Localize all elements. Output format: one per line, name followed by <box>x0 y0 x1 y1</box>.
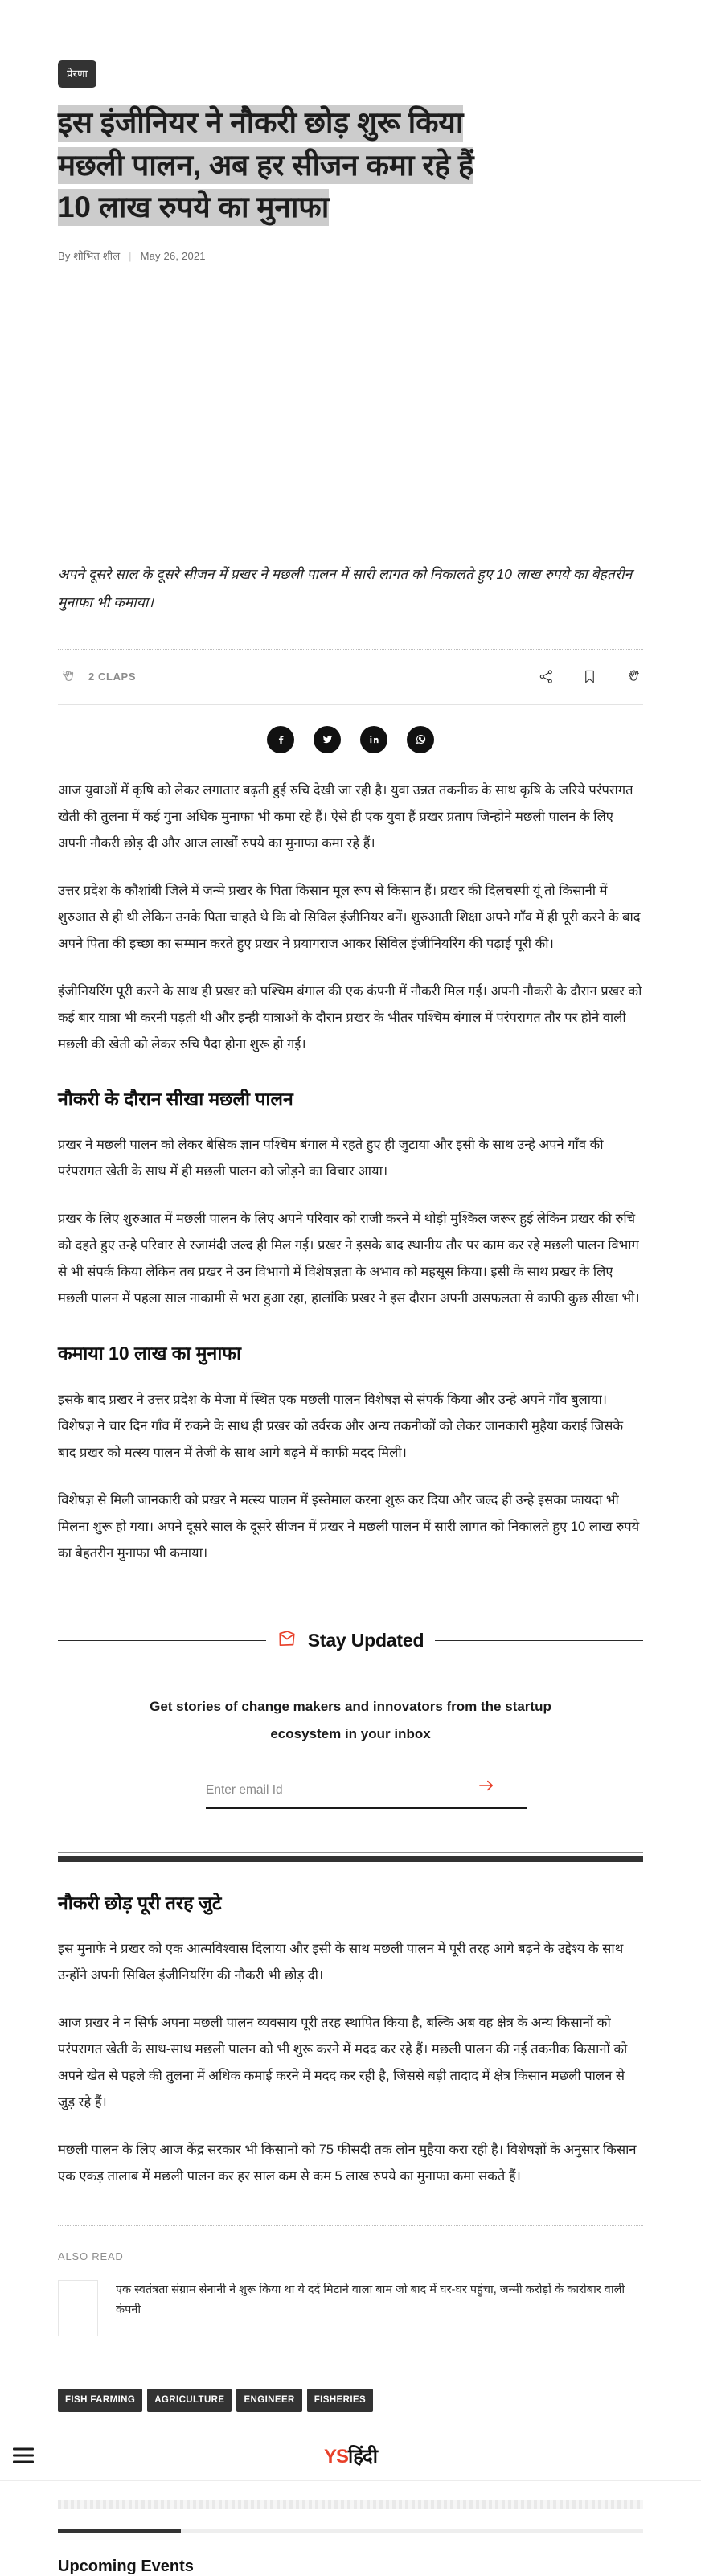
twitter-icon[interactable] <box>314 726 341 753</box>
section-heading-2: कमाया 10 लाख का मुनाफा <box>58 1343 241 1364</box>
newsletter-rule-right <box>435 1640 643 1641</box>
author-name[interactable]: शोभित शील <box>73 249 121 262</box>
tag-chip[interactable]: FISH FARMING <box>58 2389 142 2412</box>
claps-count: 2 CLAPS <box>88 671 137 683</box>
byline <box>58 248 643 263</box>
site-logo[interactable] <box>324 2443 377 2469</box>
newsletter-submit-button[interactable] <box>478 1778 495 1796</box>
clap-icon <box>58 667 79 687</box>
also-read-thumbnail <box>58 2280 98 2336</box>
engagement-bar <box>58 650 643 704</box>
paragraph: आज प्रखर ने न सिर्फ अपना मछली पालन व्यवसाय पूरी तरह स्थापित किया है, बल्कि अब वह क्षेत्र के अन्य किसानों को परंपरागत खेती के साथ-साथ मछली पालन को भी शुरू करने में मदद कर रहे हैं। मछली पालन की नई तकनीक किसानों को अपने खेत से पहले की तुलना में अधिक कमाई करने में मदद कर रही है, जिससे बड़ी तादाद में क्षेत्र किसान मछली पालन से जुड़ रहे हैं। <box>58 2016 628 2110</box>
brand-mark: YS <box>324 2445 349 2467</box>
section-heading-1: नौकरी के दौरान सीखा मछली पालन <box>58 1088 293 1110</box>
events-skeleton-strip <box>58 2500 643 2509</box>
hamburger-line <box>13 2461 34 2463</box>
action-icons <box>535 667 643 687</box>
newsletter-section <box>58 1588 643 1862</box>
newsletter-header <box>58 1630 643 1651</box>
envelope-icon <box>277 1630 297 1651</box>
article-body-continued <box>58 1862 643 2191</box>
hero-ad-slot <box>0 263 701 560</box>
paragraph: इंजीनियरिंग पूरी करने के साथ ही प्रखर को पश्चिम बंगाल की एक कंपनी में नौकरी मिल गई। अपनी नौकरी के दौरान प्रखर को कई बार यात्रा भी करनी पड़ती थी और इन्ही यात्राओं के दौरान प्रखर के भीतर पश्चिम बंगाल में परंपरागत तौर पर होने वाली मछली की खेती को लेकर रुचि पैदा होना शुरू हो गई। <box>58 983 642 1052</box>
also-read-section <box>58 2211 643 2430</box>
paragraph: इसके बाद प्रखर ने उत्तर प्रदेश के मेजा में स्थित एक मछली पालन विशेषज्ञ से संपर्क किया और उन्हे अपने गाँव बुलाया। विशेषज्ञ ने चार दिन गाँव में रुकने के साथ ही प्रखर को उर्वरक और अन्य तकनीकों को लेकर जानकारी मुहैया कराई जिसके बाद प्रखर को मत्स्य पालन में तेजी के साथ आगे बढ़ने में काफी मदद मिली। <box>58 1392 624 1460</box>
top-spacer <box>0 0 701 60</box>
applaud-icon[interactable] <box>622 667 643 687</box>
section-thick-divider <box>58 1856 643 1862</box>
paragraph: प्रखर के लिए शुरुआत में मछली पालन के लिए अपने परिवार को राजी करने में थोड़ी मुश्किल जरूर हुई लेकिन प्रखर की रुचि को दहते हुए उन्हे परिवार से रजामंदी जल्द ही मिल गई। प्रखर ने इसके बाद स्थानीय तौर पर काम कर रहे मछली पालन विभाग से भी संपर्क किया लेकिन तब प्रखर ने उन विभागों में विशेषज्ञता के अभाव को महसूस किया। इसी के साथ प्रखर के लिए मछली पालन में पहला साल नाकामी से भरा हुआ रहा, हालांकि प्रखर ने इस दौरान अपनी असफलता से काफी कुछ सीखा भी। <box>58 1212 640 1306</box>
whatsapp-icon[interactable] <box>407 726 434 753</box>
paragraph: उत्तर प्रदेश के कौशांबी जिले में जन्मे प्रखर के पिता किसान मूल रूप से किसान हैं। प्रखर की दिलचस्पी यूं तो किसानी में शुरुआत से ही थी लेकिन उनके पिता चाहते थे कि वो सिविल इंजीनियर बनें। शुरुआती शिक्षा अपने गाँव में ही पूरी करने के बाद अपने पिता की इच्छा का सम्मान करते हुए प्रखर ने प्रयागराज आकर सिविल इंजीनियरिंग की पढ़ाई पूरी की। <box>58 883 641 951</box>
headline-line-2: मछली पालन, अब हर सीजन कमा रहे हैं <box>58 147 473 184</box>
newsletter-form <box>206 1780 495 1809</box>
brand-name: हिंदी <box>348 2445 377 2467</box>
category-tag-wrap <box>58 60 643 88</box>
events-scroll-thumb[interactable] <box>58 2529 181 2533</box>
upcoming-events-section <box>58 2481 643 2576</box>
hamburger-menu-icon[interactable] <box>13 2444 34 2467</box>
headline-line-1: इस इंजीनियर ने नौकरी छोड़ शुरू किया <box>58 105 463 142</box>
publish-date: May 26, 2021 <box>140 249 206 262</box>
newsletter-bottom-rule <box>58 1852 643 1853</box>
events-scroll-progress[interactable] <box>58 2529 643 2533</box>
hamburger-line <box>13 2455 34 2457</box>
byline-separator: | <box>129 249 132 262</box>
events-section-title: Upcoming Events <box>58 2558 194 2576</box>
tag-list <box>58 2361 643 2430</box>
hamburger-line <box>13 2448 34 2451</box>
article-excerpt-wrap <box>58 560 643 777</box>
tag-chip[interactable]: FISHERIES <box>307 2389 373 2412</box>
article-body <box>58 777 643 1567</box>
section-heading-3: नौकरी छोड़ पूरी तरह जुटे <box>58 1892 222 1914</box>
also-read-title: एक स्वतंत्रता संग्राम सेनानी ने शुरू किया था ये दर्द मिटाने वाला बाम जो बाद में घर-घर पहुंचा, जन्मी करोड़ों के कारोबार वाली कंपनी <box>116 2283 625 2317</box>
newsletter-rule-left <box>58 1640 266 1641</box>
category-tag[interactable]: प्रेरणा <box>58 60 96 88</box>
newsletter-title: Stay Updated <box>307 1629 424 1651</box>
article-header <box>58 60 643 263</box>
bottom-nav-bar <box>0 2430 701 2481</box>
byline-prefix: By <box>58 249 71 262</box>
newsletter-subtitle: Get stories of change makers and innovators from the startup ecosystem in your inbox <box>150 1698 551 1741</box>
linkedin-icon[interactable] <box>360 726 387 753</box>
share-icon[interactable] <box>535 667 556 687</box>
bookmark-icon[interactable] <box>579 667 600 687</box>
also-read-item[interactable] <box>58 2280 643 2336</box>
page-title <box>58 102 643 229</box>
headline-line-3: 10 लाख रुपये का मुनाफा <box>58 189 329 226</box>
tag-chip[interactable]: AGRICULTURE <box>147 2389 232 2412</box>
paragraph: इस मुनाफे ने प्रखर को एक आत्मविश्वास दिलाया और इसी के साथ मछली पालन में पूरी तरह आगे बढ़ने के उद्देश्य के साथ उन्होंने अपनी सिविल इंजीनियरिंग की नौकरी भी छोड़ दी। <box>58 1942 624 1983</box>
article-excerpt: अपने दूसरे साल के दूसरे सीजन में प्रखर ने मछली पालन में सारी लागत को निकालते हुए 10 लाख रुपये का बेहतरीन मुनाफा भी कमाया। <box>58 565 633 610</box>
social-share-row <box>58 705 643 777</box>
paragraph: मछली पालन के लिए आज केंद्र सरकार भी किसानों को 75 फीसदी तक लोन मुहैया करा रही है। विशेषज्ञों के अनुसार किसान एक एकड़ तालाब में मछली पालन कर हर साल कम से कम 5 लाख रुपये का मुनाफा कमा सकते हैं। <box>58 2143 637 2184</box>
tag-chip[interactable]: ENGINEER <box>236 2389 301 2412</box>
claps-group[interactable] <box>58 667 136 687</box>
paragraph: आज युवाओं में कृषि को लेकर लगातार बढ़ती हुई रुचि देखी जा रही है। युवा उन्नत तकनीक के साथ कृषि के जरिये परंपरागत खेती की तुलना में कई गुना अधिक मुनाफा भी कमा रहे हैं। ऐसे ही एक युवा हैं प्रखर प्रताप जिन्होने मछली पालन के लिए अपनी नौकरी छोड़ दी और आज लाखों रुपये का मुनाफा कमा रहे हैं। <box>58 782 633 851</box>
paragraph: प्रखर ने मछली पालन को लेकर बेसिक ज्ञान पश्चिम बंगाल में रहते हुए ही जुटाया और इसी के साथ उन्हे अपने गाँव की परंपरागत खेती के साथ में ही मछली पालन को जोड़ने का विचार आया। <box>58 1138 604 1179</box>
also-read-top-divider <box>58 2225 643 2226</box>
facebook-icon[interactable] <box>267 726 294 753</box>
also-read-label: ALSO READ <box>58 2250 124 2263</box>
paragraph: विशेषज्ञ से मिली जानकारी को प्रखर ने मत्स्य पालन में इस्तेमाल करना शुरू कर दिया और जल्द ही उन्हे इसका फायदा भी मिलना शुरू हो गया। अपने दूसरे साल के दूसरे सीजन में प्रखर ने मछली पालन में सारी लागत को निकालते हुए 10 लाख रुपये का बेहतरीन मुनाफा भी कमाया। <box>58 1492 640 1561</box>
